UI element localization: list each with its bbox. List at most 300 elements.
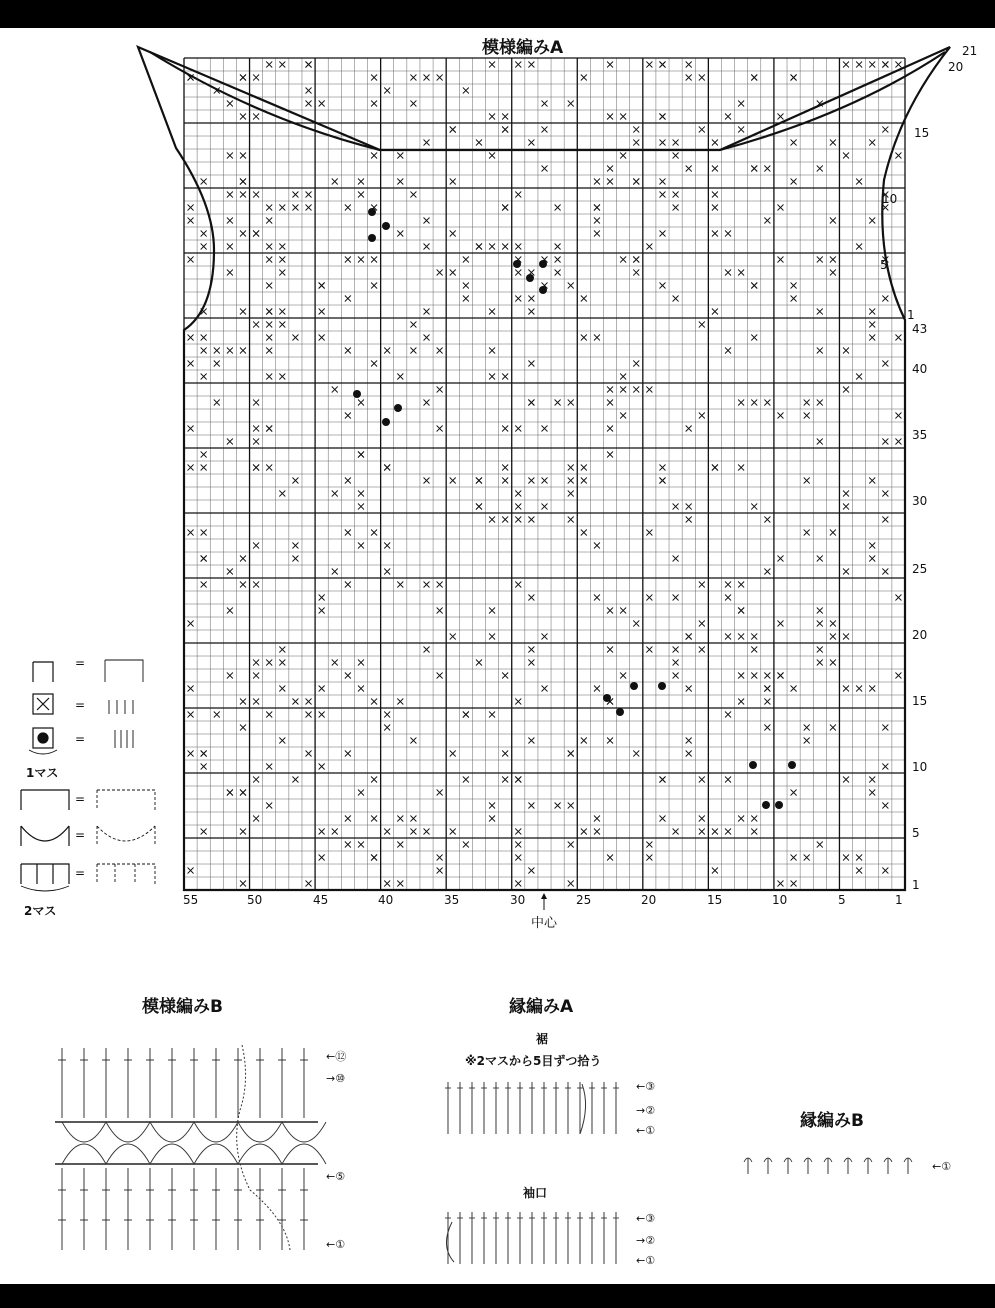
x-stitch-mark [371, 777, 377, 783]
x-stitch-mark [201, 465, 207, 471]
bobble-stitch-dot [749, 761, 757, 769]
x-stitch-mark [594, 595, 600, 601]
x-stitch-mark [279, 322, 285, 328]
x-stitch-mark [568, 400, 574, 406]
x-stitch-mark [240, 231, 246, 237]
x-stitch-mark [384, 88, 390, 94]
x-stitch-mark [882, 569, 888, 575]
x-stitch-mark [306, 881, 312, 887]
legend-eq-2: = [75, 698, 86, 712]
x-stitch-mark [581, 530, 587, 536]
row-tick: 5 [912, 826, 920, 840]
column-tick: 50 [247, 893, 263, 907]
x-stitch-mark [292, 335, 298, 341]
x-stitch-mark [306, 88, 312, 94]
x-stitch-mark [227, 218, 233, 224]
column-tick: 35 [444, 893, 460, 907]
x-stitch-mark [397, 153, 403, 159]
bobble-stitch-dot [788, 761, 796, 769]
cuff-row-marker: →② [636, 1234, 656, 1247]
x-stitch-mark [279, 270, 285, 276]
x-stitch-mark [594, 816, 600, 822]
x-stitch-mark [712, 140, 718, 146]
x-stitch-mark [542, 101, 548, 107]
x-stitch-mark [371, 530, 377, 536]
x-stitch-mark [581, 465, 587, 471]
x-stitch-mark [319, 335, 325, 341]
x-stitch-mark [725, 114, 731, 120]
x-stitch-mark [528, 517, 534, 523]
x-stitch-mark [253, 816, 259, 822]
x-stitch-mark [345, 751, 351, 757]
x-stitch-mark [502, 244, 508, 250]
x-stitch-mark [659, 114, 665, 120]
x-stitch-mark [266, 374, 272, 380]
x-stitch-mark [358, 257, 364, 263]
x-stitch-mark [253, 543, 259, 549]
x-stitch-mark [188, 621, 194, 627]
x-stitch-mark [332, 491, 338, 497]
x-stitch-mark [646, 62, 652, 68]
x-stitch-mark [502, 517, 508, 523]
x-stitch-mark [253, 673, 259, 679]
x-stitch-mark [437, 855, 443, 861]
x-stitch-mark [240, 179, 246, 185]
x-stitch-mark [319, 712, 325, 718]
x-stitch-mark [673, 673, 679, 679]
x-stitch-mark [201, 582, 207, 588]
x-stitch-mark [214, 361, 220, 367]
hem-row-marker: ←③ [636, 1080, 656, 1093]
x-stitch-mark [319, 309, 325, 315]
bottom-black-bar [0, 1284, 995, 1308]
x-stitch-mark [646, 647, 652, 653]
x-stitch-mark [371, 257, 377, 263]
x-stitch-mark [502, 751, 508, 757]
x-stitch-mark [646, 244, 652, 250]
x-stitch-mark [555, 803, 561, 809]
x-stitch-mark [424, 309, 430, 315]
x-stitch-mark [869, 309, 875, 315]
x-stitch-mark [594, 543, 600, 549]
x-stitch-mark [358, 543, 364, 549]
x-stitch-mark [856, 855, 862, 861]
x-stitch-mark [607, 855, 613, 861]
x-stitch-mark [358, 504, 364, 510]
legend-unit-1: 1マス [26, 766, 59, 780]
x-stitch-mark [725, 712, 731, 718]
x-stitch-mark [279, 374, 285, 380]
x-stitch-mark [817, 166, 823, 172]
x-stitch-mark [515, 517, 521, 523]
x-stitch-mark [227, 673, 233, 679]
x-stitch-mark [410, 816, 416, 822]
x-stitch-mark [437, 582, 443, 588]
x-stitch-mark [882, 764, 888, 770]
x-stitch-mark [568, 465, 574, 471]
x-stitch-mark [371, 75, 377, 81]
x-stitch-mark [830, 530, 836, 536]
row-marker: ←⑫ [326, 1050, 347, 1063]
row-tick: 35 [912, 428, 928, 442]
bobble-stitch-dot [368, 234, 376, 242]
x-stitch-mark [292, 556, 298, 562]
x-stitch-mark [371, 101, 377, 107]
x-stitch-mark [751, 400, 757, 406]
x-stitch-mark [686, 166, 692, 172]
x-stitch-mark [463, 283, 469, 289]
x-stitch-mark [476, 244, 482, 250]
x-stitch-mark [201, 764, 207, 770]
x-stitch-mark [450, 478, 456, 484]
x-stitch-mark [515, 62, 521, 68]
x-stitch-mark [266, 426, 272, 432]
x-stitch-mark [843, 153, 849, 159]
x-stitch-mark [738, 634, 744, 640]
x-stitch-mark [777, 205, 783, 211]
x-stitch-mark [882, 62, 888, 68]
x-stitch-mark [384, 712, 390, 718]
bobble-stitch-dot [539, 286, 547, 294]
x-stitch-mark [240, 829, 246, 835]
x-stitch-mark [725, 348, 731, 354]
column-tick: 1 [895, 893, 903, 907]
x-stitch-mark [843, 504, 849, 510]
x-stitch-mark [843, 348, 849, 354]
x-stitch-mark [306, 712, 312, 718]
x-stitch-mark [633, 179, 639, 185]
row-tick: 15 [914, 126, 930, 140]
x-stitch-mark [869, 777, 875, 783]
x-stitch-mark [450, 829, 456, 835]
x-stitch-mark [240, 153, 246, 159]
x-stitch-mark [279, 62, 285, 68]
x-stitch-mark [463, 777, 469, 783]
x-stitch-mark [201, 751, 207, 757]
x-stitch-mark [620, 114, 626, 120]
x-stitch-mark [319, 764, 325, 770]
row-tick: 5 [880, 258, 888, 272]
x-stitch-mark [188, 868, 194, 874]
x-stitch-mark [817, 556, 823, 562]
x-stitch-mark [397, 816, 403, 822]
x-stitch-mark [895, 153, 901, 159]
x-stitch-mark [633, 361, 639, 367]
column-tick: 25 [576, 893, 592, 907]
edge-a-cuff-diagram [440, 1206, 640, 1276]
x-stitch-mark [633, 751, 639, 757]
x-stitch-mark [489, 62, 495, 68]
column-tick: 15 [707, 893, 723, 907]
x-stitch-mark [476, 504, 482, 510]
x-stitch-mark [528, 647, 534, 653]
x-stitch-mark [673, 660, 679, 666]
x-stitch-mark [738, 608, 744, 614]
x-stitch-mark [738, 101, 744, 107]
x-stitch-mark [633, 621, 639, 627]
x-stitch-mark [515, 270, 521, 276]
x-stitch-mark [358, 491, 364, 497]
x-stitch-mark [581, 296, 587, 302]
x-stitch-mark [738, 673, 744, 679]
x-stitch-mark [568, 491, 574, 497]
x-stitch-mark [817, 257, 823, 263]
x-stitch-mark [830, 725, 836, 731]
x-stitch-mark [659, 777, 665, 783]
x-stitch-mark [410, 348, 416, 354]
x-stitch-mark [528, 296, 534, 302]
x-stitch-mark [791, 283, 797, 289]
x-stitch-mark [895, 335, 901, 341]
row-tick: 21 [962, 44, 978, 58]
x-stitch-mark [214, 712, 220, 718]
x-stitch-mark [869, 322, 875, 328]
x-stitch-mark [489, 244, 495, 250]
x-stitch-mark [528, 868, 534, 874]
x-stitch-mark [686, 426, 692, 432]
x-stitch-mark [686, 686, 692, 692]
x-stitch-mark [253, 582, 259, 588]
x-stitch-mark [279, 309, 285, 315]
x-stitch-mark [751, 166, 757, 172]
x-stitch-mark [489, 608, 495, 614]
x-stitch-mark [686, 75, 692, 81]
center-label: 中心 [531, 916, 558, 931]
x-stitch-mark [292, 478, 298, 484]
x-stitch-mark [515, 699, 521, 705]
x-stitch-mark [673, 595, 679, 601]
x-stitch-mark [528, 595, 534, 601]
x-stitch-mark [751, 816, 757, 822]
x-stitch-mark [253, 777, 259, 783]
x-stitch-mark [424, 244, 430, 250]
x-stitch-mark [699, 75, 705, 81]
x-stitch-mark [817, 660, 823, 666]
x-stitch-mark [292, 777, 298, 783]
legend-eq-6: = [75, 866, 86, 880]
x-stitch-mark [633, 387, 639, 393]
x-stitch-mark [594, 686, 600, 692]
x-stitch-mark [869, 478, 875, 484]
x-stitch-mark [384, 348, 390, 354]
x-stitch-mark [476, 660, 482, 666]
x-stitch-mark [659, 140, 665, 146]
row-marker: ←① [326, 1238, 346, 1251]
x-stitch-mark [188, 218, 194, 224]
x-stitch-mark [804, 400, 810, 406]
x-stitch-mark [345, 582, 351, 588]
x-stitch-mark [869, 543, 875, 549]
x-stitch-mark [515, 777, 521, 783]
x-stitch-mark [332, 387, 338, 393]
x-stitch-mark [240, 75, 246, 81]
x-stitch-mark [410, 101, 416, 107]
x-stitch-mark [437, 348, 443, 354]
x-stitch-mark [515, 829, 521, 835]
row-tick: 25 [912, 562, 928, 576]
x-stitch-mark [437, 608, 443, 614]
x-stitch-mark [673, 140, 679, 146]
x-stitch-mark [869, 218, 875, 224]
x-stitch-mark [869, 335, 875, 341]
x-stitch-mark [712, 192, 718, 198]
row-marker: ←⑤ [326, 1170, 346, 1183]
x-stitch-mark [725, 829, 731, 835]
x-stitch-mark [751, 75, 757, 81]
x-stitch-mark [555, 205, 561, 211]
x-stitch-mark [201, 556, 207, 562]
x-stitch-mark [804, 478, 810, 484]
x-stitch-mark [345, 257, 351, 263]
x-stitch-mark [542, 426, 548, 432]
row-tick: 10 [882, 192, 898, 206]
x-stitch-mark [266, 660, 272, 666]
legend-unit-2: 2マス [24, 904, 57, 918]
bobble-stitch-dot [382, 222, 390, 230]
x-stitch-mark [830, 270, 836, 276]
x-stitch-mark [240, 699, 246, 705]
x-stitch-mark [646, 530, 652, 536]
x-stitch-mark [358, 790, 364, 796]
x-stitch-mark [253, 660, 259, 666]
x-stitch-mark [227, 192, 233, 198]
x-stitch-mark [725, 582, 731, 588]
x-stitch-mark [725, 634, 731, 640]
x-stitch-mark [502, 205, 508, 211]
x-stitch-mark [607, 387, 613, 393]
x-stitch-mark [738, 400, 744, 406]
x-stitch-mark [240, 192, 246, 198]
x-stitch-mark [332, 660, 338, 666]
x-stitch-mark [856, 686, 862, 692]
x-stitch-mark [633, 257, 639, 263]
x-stitch-mark [201, 530, 207, 536]
x-stitch-mark [659, 179, 665, 185]
x-stitch-mark [345, 673, 351, 679]
hem-row-marker: →② [636, 1104, 656, 1117]
x-stitch-mark [397, 881, 403, 887]
x-stitch-mark [266, 335, 272, 341]
x-stitch-mark [607, 452, 613, 458]
x-stitch-mark [358, 842, 364, 848]
legend-eq-4: = [75, 792, 86, 806]
x-stitch-mark [266, 244, 272, 250]
x-stitch-mark [332, 569, 338, 575]
x-stitch-mark [450, 127, 456, 133]
x-stitch-mark [489, 816, 495, 822]
x-stitch-mark [253, 231, 259, 237]
x-stitch-mark [397, 582, 403, 588]
x-stitch-mark [542, 478, 548, 484]
x-stitch-mark [240, 348, 246, 354]
x-stitch-mark [292, 699, 298, 705]
x-stitch-mark [568, 842, 574, 848]
x-stitch-mark [188, 361, 194, 367]
x-stitch-mark [463, 88, 469, 94]
x-stitch-mark [555, 244, 561, 250]
x-stitch-mark [266, 348, 272, 354]
x-stitch-mark [253, 699, 259, 705]
row-tick: 20 [912, 628, 928, 642]
x-stitch-mark [882, 127, 888, 133]
row-marker: →⑩ [326, 1072, 346, 1085]
x-stitch-mark [227, 348, 233, 354]
x-stitch-mark [515, 426, 521, 432]
x-stitch-mark [843, 491, 849, 497]
x-stitch-mark [410, 322, 416, 328]
x-stitch-mark [476, 478, 482, 484]
x-stitch-mark [830, 140, 836, 146]
x-stitch-mark [686, 751, 692, 757]
x-stitch-mark [607, 114, 613, 120]
x-stitch-mark [725, 231, 731, 237]
x-stitch-mark [253, 75, 259, 81]
x-stitch-mark [253, 439, 259, 445]
x-stitch-mark [528, 738, 534, 744]
x-stitch-mark [633, 127, 639, 133]
x-stitch-mark [542, 634, 548, 640]
x-stitch-mark [227, 790, 233, 796]
edge-a-hem-label: 裾 [536, 1032, 549, 1046]
x-stitch-mark [568, 283, 574, 289]
bobble-stitch-dot [368, 208, 376, 216]
cuff-row-marker: ←① [636, 1254, 656, 1267]
x-stitch-mark [266, 257, 272, 263]
x-stitch-mark [555, 257, 561, 263]
x-stitch-mark [188, 205, 194, 211]
x-stitch-mark [699, 829, 705, 835]
x-stitch-mark [528, 140, 534, 146]
x-stitch-mark [515, 855, 521, 861]
x-stitch-mark [856, 179, 862, 185]
x-stitch-mark [358, 179, 364, 185]
x-stitch-mark [384, 543, 390, 549]
x-stitch-mark [817, 608, 823, 614]
x-stitch-mark [463, 842, 469, 848]
x-stitch-mark [817, 400, 823, 406]
x-stitch-mark [201, 829, 207, 835]
x-stitch-mark [306, 62, 312, 68]
x-stitch-mark [791, 75, 797, 81]
x-stitch-mark [542, 127, 548, 133]
x-stitch-mark [738, 127, 744, 133]
x-stitch-mark [843, 855, 849, 861]
x-stitch-mark [266, 309, 272, 315]
x-stitch-mark [515, 244, 521, 250]
x-stitch-mark [345, 478, 351, 484]
x-stitch-mark [804, 530, 810, 536]
x-stitch-mark [843, 686, 849, 692]
x-stitch-mark [725, 270, 731, 276]
x-stitch-mark [437, 387, 443, 393]
bobble-stitch-dot [630, 682, 638, 690]
x-stitch-mark [489, 309, 495, 315]
x-stitch-mark [764, 673, 770, 679]
x-stitch-mark [568, 803, 574, 809]
x-stitch-mark [869, 686, 875, 692]
x-stitch-mark [659, 283, 665, 289]
x-stitch-mark [751, 673, 757, 679]
row-tick: 40 [912, 362, 928, 376]
x-stitch-mark [384, 465, 390, 471]
x-stitch-mark [227, 153, 233, 159]
column-tick: 5 [838, 893, 846, 907]
x-stitch-mark [306, 699, 312, 705]
x-stitch-mark [542, 504, 548, 510]
x-stitch-mark [712, 205, 718, 211]
x-stitch-mark [266, 764, 272, 770]
x-stitch-mark [332, 829, 338, 835]
